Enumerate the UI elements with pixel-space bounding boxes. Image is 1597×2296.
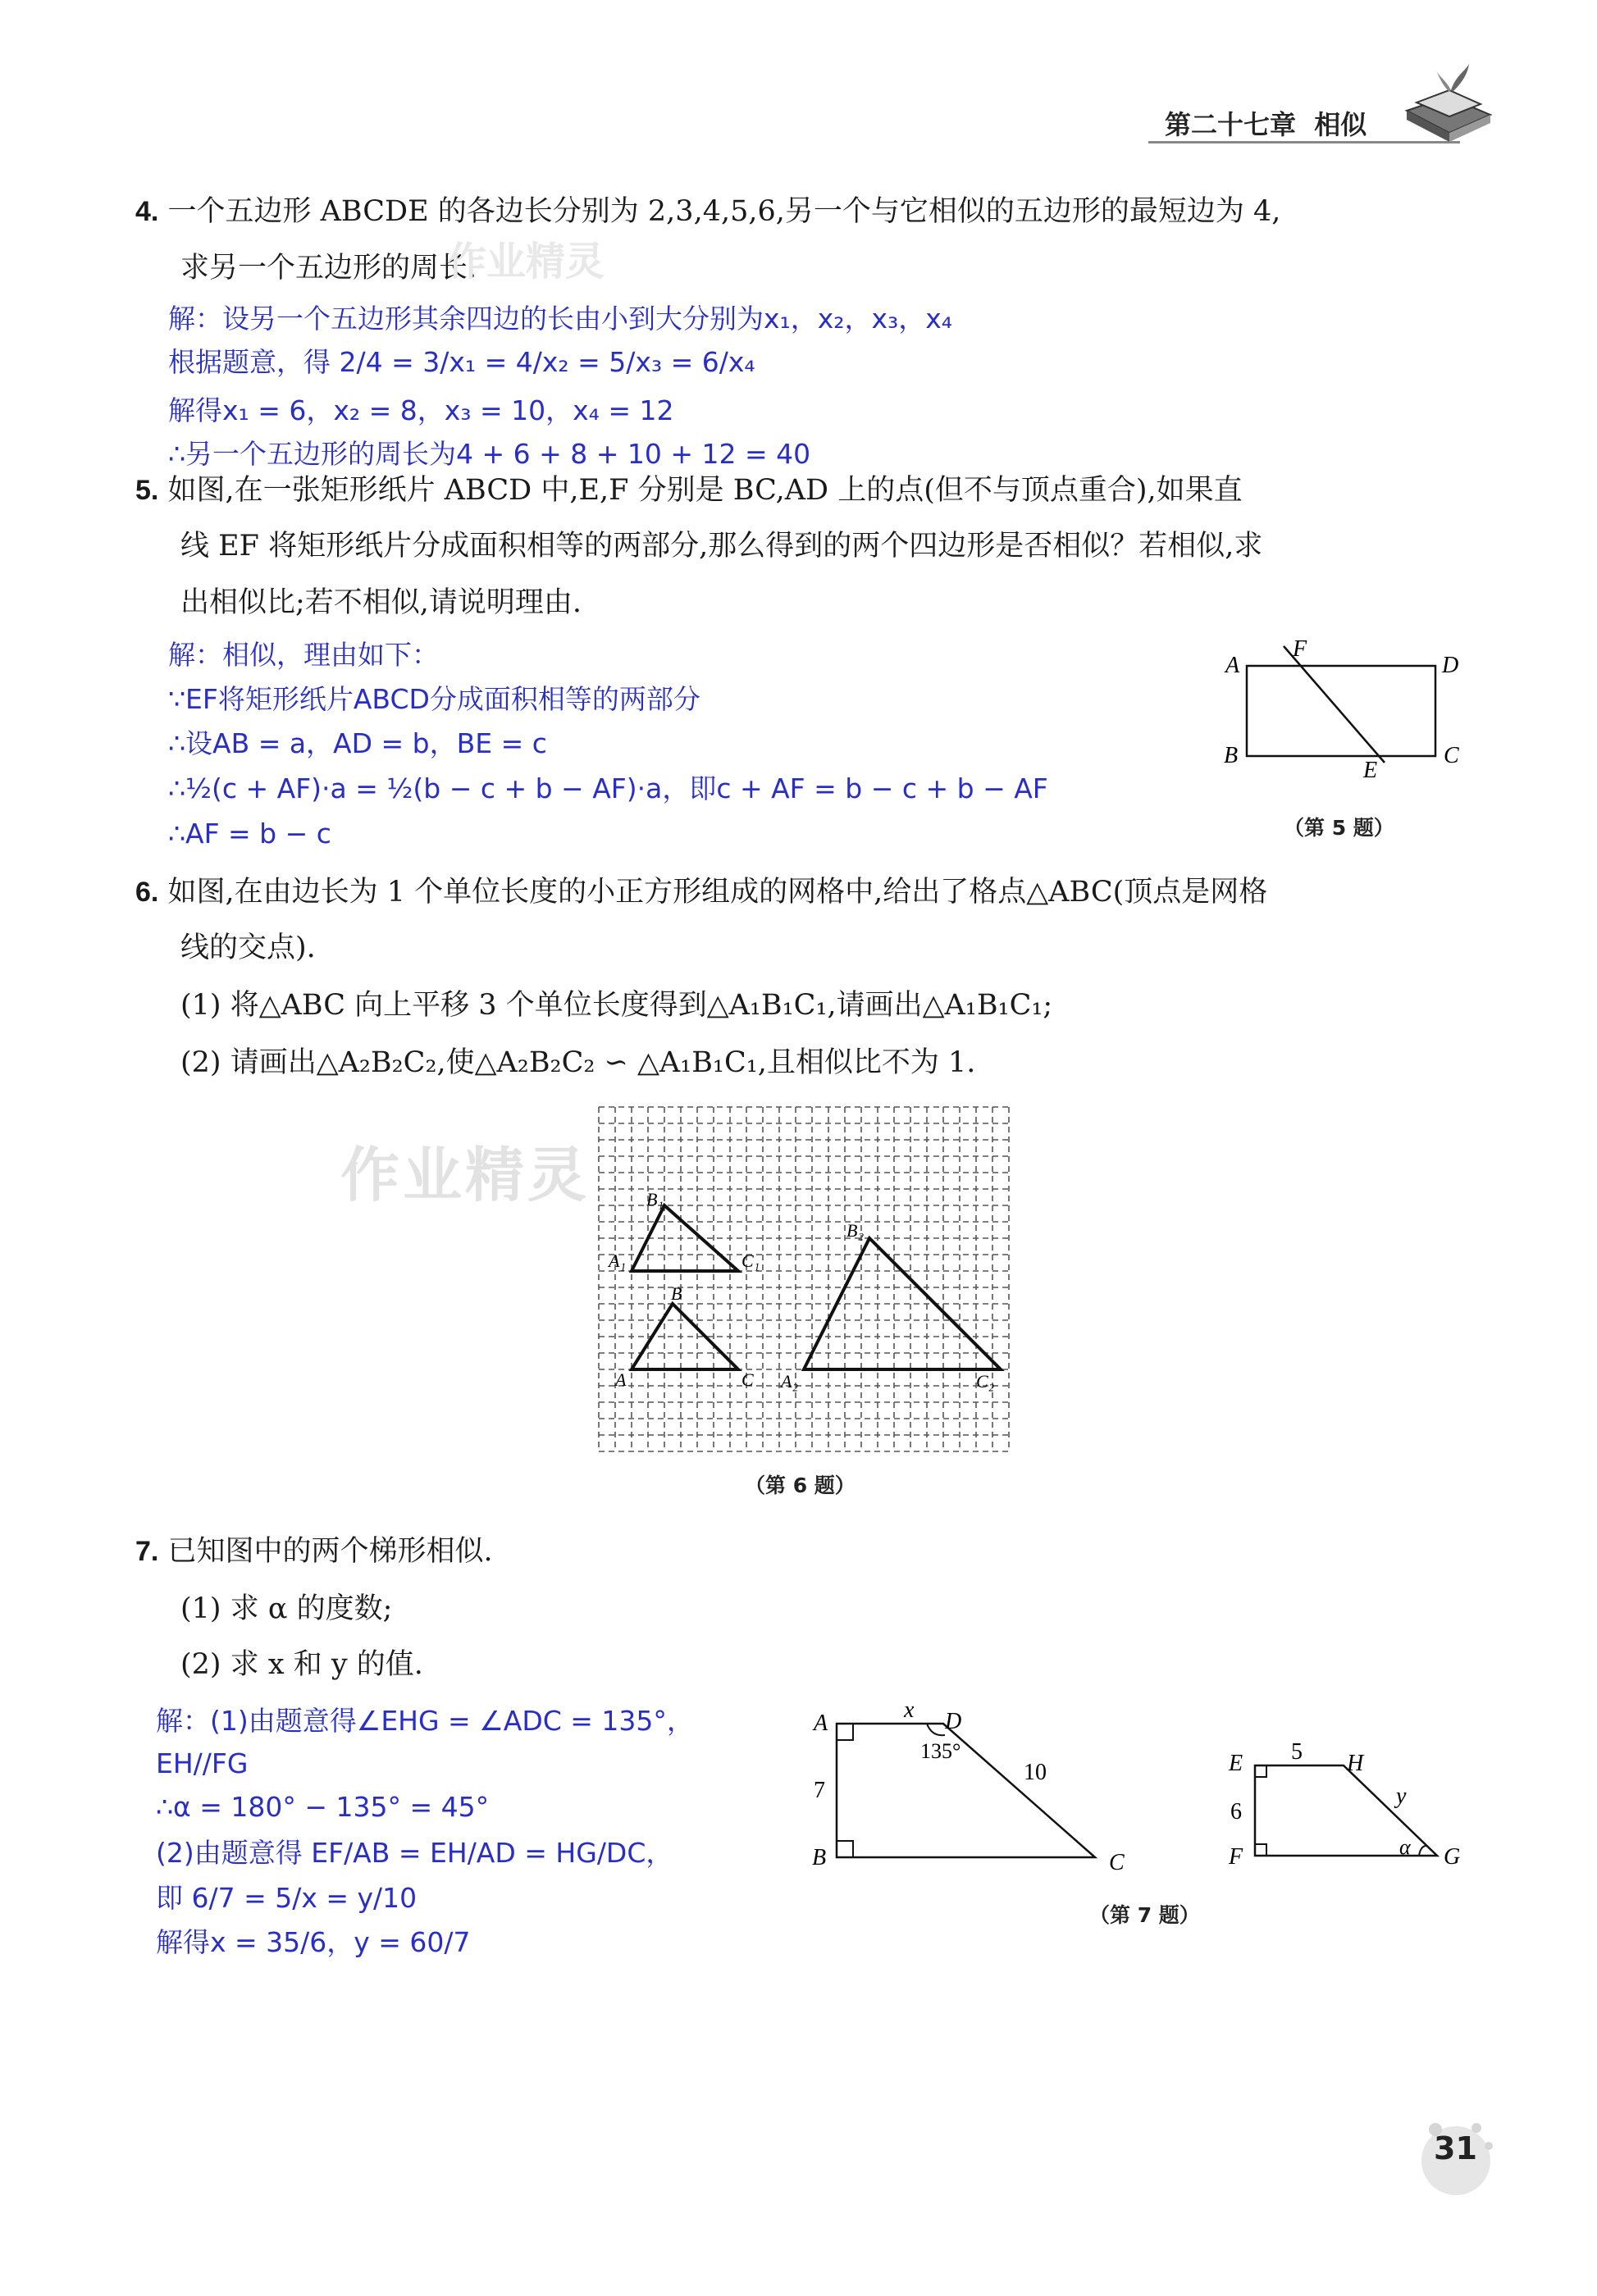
q5-ans3: ∴设AB = a，AD = b，BE = c	[168, 727, 547, 759]
q7-label-e: E	[1229, 1751, 1243, 1776]
q7-label-d: D	[945, 1709, 962, 1734]
q4-ans2: 根据题意，得 2/4 = 3/x₁ = 4/x₂ = 5/x₃ = 6/x₄	[168, 346, 755, 378]
q5-ans1: 解：相似，理由如下：	[168, 639, 439, 671]
q7-angle-arc-d	[927, 1724, 945, 1735]
q7-caption: （第 7 题）	[1089, 1903, 1200, 1927]
q6-label-b: B	[671, 1283, 682, 1304]
q7-right-angle-a	[837, 1724, 853, 1740]
q6-sub1: (1) 将△ABC 向上平移 3 个单位长度得到△A₁B₁C₁,请画出△A₁B₁C₁;	[180, 989, 1053, 1022]
q7-ans2: EH//FG	[156, 1747, 249, 1779]
q7-right-angle-b	[837, 1841, 853, 1857]
q6-label-b1: B₁	[646, 1189, 664, 1210]
q7-figure-abcd	[804, 1697, 1148, 1886]
q5-text2: 线 EF 将矩形纸片分成面积相等的两部分,那么得到的两个四边形是否相似？若相似,求	[180, 530, 1263, 563]
q6-label-a2: A₂	[781, 1371, 799, 1392]
q7-label-10: 10	[1024, 1760, 1047, 1785]
q5-label-f: F	[1293, 636, 1307, 662]
chapter-title	[1165, 104, 1367, 142]
q6-line1	[135, 868, 1267, 917]
q5-number: 5.	[135, 475, 159, 506]
q7-ans4: (2)由题意得 EF/AB = EH/AD = HG/DC，	[156, 1837, 673, 1869]
q7-ans5: 即 6/7 = 5/x = y/10	[156, 1882, 418, 1914]
q7-sub2: (2) 求 x 和 y 的值.	[180, 1648, 423, 1681]
q7-ans6: 解得x = 35/6，y = 60/7	[156, 1926, 471, 1958]
q7-trapezoid-abcd	[837, 1724, 1095, 1857]
q5-ans4: ∴½(c + AF)·a = ½(b − c + b − AF)·a，即c + AF = b − c + b − AF	[168, 772, 1048, 804]
q6-text2: 线的交点).	[180, 932, 316, 964]
q4-ans4: ∴另一个五边形的周长为4 + 6 + 8 + 10 + 12 = 40	[168, 438, 811, 470]
q6-grid-figure	[591, 1099, 1017, 1460]
watermark-small: 作业精灵	[447, 239, 605, 285]
q7-label-5: 5	[1291, 1739, 1303, 1765]
q7-sub1: (1) 求 α 的度数;	[180, 1592, 393, 1625]
q6-grid	[599, 1107, 1009, 1451]
q4-text2: 求另一个五边形的周长.	[180, 252, 477, 285]
q5-ans2: ∵EF将矩形纸片ABCD分成面积相等的两部分	[168, 683, 700, 715]
q7-label-x: x	[904, 1697, 915, 1723]
q7-right-angle-e	[1255, 1765, 1266, 1777]
q4-ans3: 解得x₁ = 6，x₂ = 8，x₃ = 10，x₄ = 12	[168, 394, 674, 426]
q5-label-a: A	[1225, 653, 1240, 678]
q5-label-d: D	[1442, 653, 1459, 678]
q4-number: 4.	[135, 196, 159, 227]
q6-label-a1: A₁	[609, 1250, 627, 1271]
q7-angle-arc-g	[1419, 1846, 1426, 1856]
page-number: 31	[1434, 2130, 1477, 2166]
q5-label-e: E	[1363, 758, 1378, 779]
books-icon	[1399, 57, 1497, 148]
q7-label-b: B	[812, 1845, 827, 1870]
q4-ans1: 解：设另一个五边形其余四边的长由小到大分别为x₁，x₂，x₃，x₄	[168, 303, 953, 335]
q5-text3: 出相似比;若不相似,请说明理由.	[180, 586, 582, 619]
q4-text1: 一个五边形 ABCDE 的各边长分别为 2,3,4,5,6,另一个与它相似的五边形的最短边为 4,	[167, 195, 1281, 228]
q6-number: 6.	[135, 877, 159, 908]
q7-right-angle-f	[1255, 1844, 1266, 1856]
q5-figure	[1214, 631, 1476, 779]
q6-label-a: A	[615, 1369, 627, 1390]
chapter-label: 第二十七章	[1165, 109, 1297, 140]
q5-label-b: B	[1224, 743, 1239, 768]
q6-label-c2: C₂	[976, 1371, 995, 1392]
q7-label-a: A	[814, 1711, 828, 1736]
q5-caption: （第 5 题）	[1284, 816, 1394, 840]
q6-text1: 如图,在由边长为 1 个单位长度的小正方形组成的网格中,给出了格点△ABC(顶点是网格	[167, 876, 1268, 909]
q5-text1: 如图,在一张矩形纸片 ABCD 中,E,F 分别是 BC,AD 上的点(但不与顶点重合),如果直	[167, 474, 1243, 507]
q4-line1	[135, 187, 1280, 236]
q7-label-alpha: α	[1399, 1835, 1411, 1859]
q7-label-angle: 135°	[920, 1739, 961, 1763]
q5-line-ef	[1284, 646, 1385, 763]
q7-text1: 已知图中的两个梯形相似.	[167, 1535, 493, 1568]
q6-sub2: (2) 请画出△A₂B₂C₂,使△A₂B₂C₂ ∽ △A₁B₁C₁,且相似比不为 1.	[180, 1046, 976, 1079]
q6-triangle-a2b2c2	[804, 1238, 1001, 1369]
q7-figure-ehgf	[1214, 1734, 1485, 1874]
q5-label-c: C	[1444, 743, 1459, 768]
q7-label-7: 7	[814, 1778, 825, 1803]
q6-caption: （第 6 题）	[745, 1474, 856, 1497]
q7-ans1: 解：(1)由题意得∠EHG = ∠ADC = 135°，	[156, 1705, 694, 1737]
q7-label-g: G	[1444, 1844, 1461, 1870]
q7-label-y: y	[1396, 1784, 1407, 1809]
q6-label-c1: C₁	[741, 1250, 760, 1271]
q7-label-f: F	[1229, 1844, 1243, 1870]
q6-label-c: C	[741, 1369, 754, 1390]
q7-line1	[135, 1527, 493, 1576]
q7-label-c: C	[1109, 1850, 1125, 1875]
topic-label: 相似	[1314, 109, 1367, 140]
q5-ans5: ∴AF = b − c	[168, 818, 331, 850]
q7-label-6: 6	[1230, 1799, 1242, 1824]
q7-ans3: ∴α = 180° − 135° = 45°	[156, 1791, 490, 1823]
q6-label-b2: B₂	[846, 1220, 865, 1241]
watermark-large: 作业精灵	[340, 1141, 591, 1210]
q7-number: 7.	[135, 1536, 159, 1567]
q7-label-h: H	[1347, 1751, 1364, 1776]
q5-line1	[135, 466, 1243, 515]
